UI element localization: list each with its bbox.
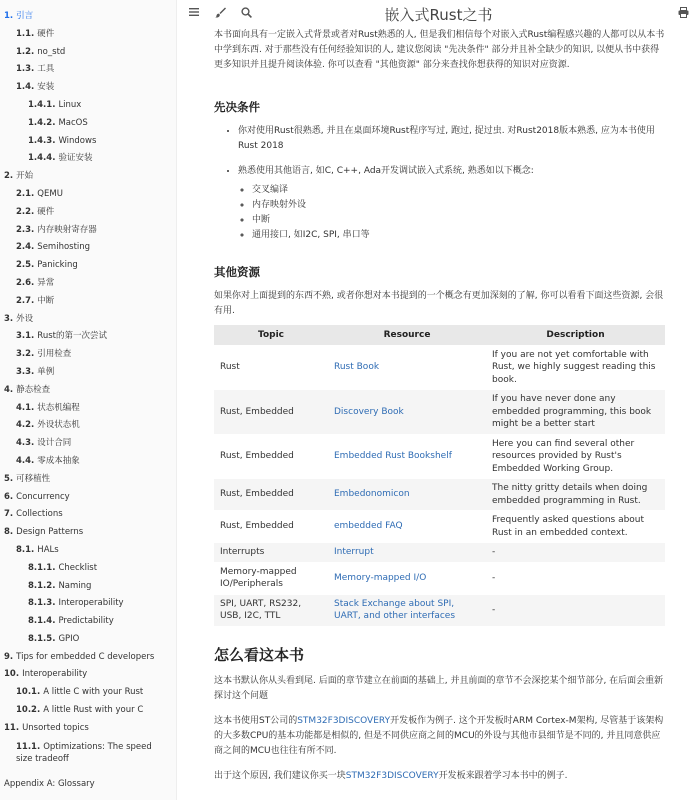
sidebar-item[interactable] <box>0 168 176 186</box>
sidebar-item[interactable] <box>0 44 176 62</box>
sidebar-item-label: Unsorted topics <box>22 722 89 733</box>
sidebar-item-label: Predictability <box>58 616 114 627</box>
sidebar-item-label: 外设 <box>16 313 34 324</box>
sidebar-item-label: 零成本抽象 <box>37 455 80 466</box>
sidebar-item[interactable] <box>0 257 176 275</box>
sidebar-item-label: Optimizations: The speed size tradeoff <box>16 741 152 764</box>
resource-link[interactable]: Interrupt <box>334 547 374 557</box>
main-content <box>214 28 666 792</box>
table-cell: Rust, Embedded <box>214 434 328 479</box>
table-cell <box>328 345 486 390</box>
sidebar-item-label: Windows <box>58 135 97 146</box>
sidebar-item[interactable] <box>0 776 176 794</box>
sidebar-item-number: 3.2. <box>16 349 35 360</box>
sidebar-item-number: 10.1. <box>16 687 41 698</box>
sidebar-item[interactable] <box>0 346 176 364</box>
sidebar-item-number: 11. <box>4 722 20 733</box>
table-cell: Rust, Embedded <box>214 511 328 543</box>
stm32-link[interactable]: STM32F3DISCOVERY <box>297 715 391 726</box>
sidebar-item[interactable] <box>0 26 176 44</box>
stm32-link[interactable]: STM32F3DISCOVERY <box>345 770 439 781</box>
table-cell <box>328 594 486 626</box>
sidebar-item-number: 3.3. <box>16 366 35 377</box>
prereq-heading: 先决条件 <box>214 100 260 114</box>
sidebar-item-label: Panicking <box>37 260 78 271</box>
prereq-item <box>238 164 666 243</box>
book-title: 嵌入式Rust之书 <box>384 6 493 24</box>
sidebar-item-label: 可移植性 <box>16 473 51 484</box>
sidebar-item-number: 8.1.4. <box>28 616 56 627</box>
how-to-read-paragraph: 这本书默认你从头看到尾. 后面的章节建立在前面的基础上, 并且前面的章节不会深挖某个细节部分, 在后面会重新探讨这个问题 <box>214 675 664 701</box>
sidebar-item-number: 4.3. <box>16 438 35 449</box>
sidebar-item-label: Interoperability <box>22 669 88 680</box>
resource-link[interactable]: Embedded Rust Bookshelf <box>334 451 452 461</box>
sidebar-item[interactable] <box>0 115 176 133</box>
sidebar-item-label: 开始 <box>16 171 34 182</box>
sidebar-item-label: Design Patterns <box>16 527 84 538</box>
sidebar-item-label: Collections <box>16 509 63 520</box>
prereq-item: • 你对使用Rust很熟悉, 并且在桌面环境Rust程序写过, 跑过, 捉过虫. 对Rust2018版本熟悉, 应为本书使用Rust 2018 <box>238 124 666 154</box>
sidebar-item[interactable] <box>0 560 176 578</box>
toc-spacer <box>0 768 176 776</box>
table-cell <box>328 543 486 563</box>
table-row <box>214 511 665 543</box>
table-row <box>214 594 665 626</box>
table-cell: Rust <box>214 345 328 390</box>
table-cell: Frequently asked questions about Rust in an embedded context. <box>486 511 665 543</box>
sidebar-item-number: 8.1.3. <box>28 598 56 609</box>
sidebar-item-number: 5. <box>4 473 14 484</box>
sidebar-item[interactable] <box>0 578 176 596</box>
sidebar-item-label: A little C with your Rust <box>43 687 144 698</box>
resources-table <box>214 325 665 626</box>
sidebar-item-number: 9. <box>4 651 14 662</box>
sidebar-item-number: 4.4. <box>16 455 35 466</box>
sidebar-item-number: 4.2. <box>16 420 35 431</box>
table-header-cell: Description <box>486 325 665 345</box>
text-span: 开发板来跟着学习本书中的例子. <box>438 770 568 781</box>
sidebar-item-number: 1. <box>4 11 14 21</box>
table-cell: - <box>486 562 665 594</box>
resource-link[interactable]: Stack Exchange about SPI, UART, and other interfaces <box>334 598 456 621</box>
sidebar-item[interactable] <box>0 8 176 26</box>
sidebar-item[interactable] <box>0 97 176 115</box>
sidebar-item[interactable] <box>0 79 176 97</box>
table-cell: Memory-mapped IO/Peripherals <box>214 562 328 594</box>
table-row <box>214 543 665 563</box>
sidebar-item-label: MacOS <box>58 117 88 128</box>
sidebar-item[interactable] <box>0 435 176 453</box>
sidebar-item-number: 8. <box>4 527 14 538</box>
sidebar-item[interactable] <box>0 613 176 631</box>
sidebar-item[interactable] <box>0 417 176 435</box>
sidebar-item-number: 10.2. <box>16 705 41 716</box>
table-row <box>214 345 665 390</box>
table-cell <box>328 562 486 594</box>
sidebar-item-number: 2.7. <box>16 295 35 306</box>
sidebar-item-label: Interoperability <box>58 598 124 609</box>
sidebar-item-number: 2. <box>4 171 14 182</box>
how-to-read-heading: 怎么看这本书 <box>214 645 305 664</box>
sidebar-item-number: 3.1. <box>16 331 35 342</box>
sidebar-item-label: 异常 <box>37 277 55 288</box>
sidebar-item-number: 1.4.4. <box>28 153 56 164</box>
sidebar-item[interactable] <box>0 150 176 168</box>
prereq-list <box>214 124 666 243</box>
table-header-cell: Resource <box>328 325 486 345</box>
text-span: 出于这个原因, 我们建议你买一块 <box>214 770 346 781</box>
sidebar-item[interactable] <box>0 275 176 293</box>
sidebar-item-label: 安装 <box>37 82 55 93</box>
table-cell: SPI, UART, RS232, USB, I2C, TTL <box>214 594 328 626</box>
sidebar-item-label: Semihosting <box>37 242 91 253</box>
sidebar-item[interactable] <box>0 453 176 471</box>
sidebar-item-label: Tips for embedded C developers <box>16 651 155 662</box>
print-icon[interactable] <box>676 7 690 21</box>
sidebar-item[interactable] <box>0 684 176 702</box>
sidebar-item[interactable] <box>0 506 176 524</box>
sidebar-item-number: 2.4. <box>16 242 35 253</box>
sidebar-item-label: 外设状态机 <box>37 420 80 431</box>
sidebar-item[interactable] <box>0 702 176 720</box>
sidebar-item[interactable] <box>0 720 176 738</box>
sidebar-toc <box>0 0 177 800</box>
sidebar-item[interactable] <box>0 471 176 489</box>
sidebar-item-label: A little Rust with your C <box>43 705 144 716</box>
sidebar-item-number: 8.1.2. <box>28 580 56 591</box>
sidebar-item-label: 中断 <box>37 295 55 306</box>
table-header-cell: Topic <box>214 325 328 345</box>
sidebar-item-label: Appendix A: Glossary <box>4 778 95 789</box>
sidebar-item-label: 硬件 <box>37 206 55 217</box>
resource-link[interactable]: Embedonomicon <box>334 489 410 500</box>
sidebar-item-number: 8.1. <box>16 544 35 555</box>
sidebar-item-number: 1.4. <box>16 82 35 93</box>
prereq-item-text: 熟悉使用其他语言, 如C, C++, Ada开发调试嵌入式系统, 熟悉如以下概念: <box>238 166 534 176</box>
sidebar-item-number: 2.3. <box>16 224 35 235</box>
sidebar-item[interactable] <box>0 400 176 418</box>
other-resources-heading: 其他资源 <box>214 265 260 279</box>
table-cell: If you have never done any embedded programming, this book might be a better start <box>486 390 665 435</box>
sidebar-item[interactable] <box>0 311 176 329</box>
table-cell: The nitty gritty details when doing embedded programming in Rust. <box>486 479 665 511</box>
table-cell <box>328 434 486 479</box>
table-cell <box>328 479 486 511</box>
sidebar-item-number: 2.1. <box>16 188 35 199</box>
sidebar-item-number: 4. <box>4 384 14 395</box>
sidebar-item-number: 1.1. <box>16 28 35 39</box>
table-cell: Interrupts <box>214 543 328 563</box>
table-cell <box>328 511 486 543</box>
table-row <box>214 434 665 479</box>
table-row <box>214 562 665 594</box>
sidebar-item-number: 1.4.1. <box>28 99 56 110</box>
sidebar-item-number: 6. <box>4 491 14 502</box>
table-cell: - <box>486 594 665 626</box>
sidebar-item-label: QEMU <box>37 188 63 199</box>
sidebar-item-number: 1.4.3. <box>28 135 56 146</box>
concept-item: ◦ 中断 <box>252 213 666 228</box>
table-row <box>214 390 665 435</box>
sidebar-item[interactable] <box>0 524 176 542</box>
sidebar-item-number: 2.2. <box>16 206 35 217</box>
sidebar-item-number: 8.1.5. <box>28 633 56 644</box>
sidebar-item-number: 2.6. <box>16 277 35 288</box>
sidebar-item-label: Concurrency <box>16 491 70 502</box>
sidebar-item-label: GPIO <box>58 633 80 644</box>
sidebar-item[interactable] <box>0 328 176 346</box>
intro-paragraph: 本书面向具有一定嵌入式背景或者对Rust熟悉的人, 但是我们相信每个对嵌入式Rust编程感兴趣的人都可以从本书中学到东西. 对于那些没有任何经验知识的人, 建议您阅读 "先决条件" 部分并且补全缺少的知识, 以便从书中获得更多知识并且提升阅读体验. 你可以查看 "其他资源" 部分来查找你想获得的知识对应资源. <box>214 30 665 70</box>
menu-bar <box>177 0 700 30</box>
table-cell: If you are not yet comfortable with Rust, we highly suggest reading this book. <box>486 345 665 390</box>
sidebar-item-label: 静态检查 <box>16 384 51 395</box>
resource-link[interactable]: embedded FAQ <box>334 521 403 532</box>
sidebar-item[interactable] <box>0 61 176 79</box>
sidebar-item[interactable] <box>0 186 176 204</box>
sidebar-item-label: Linux <box>58 99 82 110</box>
sidebar-item-number: 4.1. <box>16 402 35 413</box>
board-paragraph <box>214 714 666 759</box>
table-header-row <box>214 325 665 345</box>
sidebar-item-label: Naming <box>58 580 92 591</box>
sidebar-item-number: 1.3. <box>16 64 35 75</box>
sidebar-item[interactable] <box>0 595 176 613</box>
table-cell <box>328 390 486 435</box>
sidebar-item[interactable] <box>0 489 176 507</box>
sidebar-item-label: 工具 <box>37 64 55 75</box>
sidebar-item[interactable] <box>0 738 176 768</box>
text-span: 开发板作为例子. 这个开发板时ARM Cortex-M架构, 尽管基于该架构的大多数CPU的基本功能都是相似的, 但是不同供应商之间的MCU的外设与其他市县细节是不同的, 并且同意供应商之间的MCU也往往有所不同. <box>214 715 664 756</box>
sidebar-item[interactable] <box>0 631 176 649</box>
concept-item: ◦ 内存映射外设 <box>252 198 666 213</box>
table-cell: Rust, Embedded <box>214 390 328 435</box>
sidebar-item-label: 硬件 <box>37 28 55 39</box>
concept-item: ◦ 交叉编译 <box>252 183 666 198</box>
table-cell: Here you can find several other resources provided by Rust's Embedded Working Group. <box>486 434 665 479</box>
sidebar-item-label: no_std <box>37 46 66 57</box>
sidebar-item[interactable] <box>0 666 176 684</box>
concept-item: ◦ 通用接口, 如I2C, SPI, 串口等 <box>252 228 666 243</box>
sidebar-item-number: 10. <box>4 669 20 680</box>
sidebar-item-number: 3. <box>4 313 14 324</box>
sidebar-item[interactable] <box>0 239 176 257</box>
buy-board-paragraph <box>214 769 666 784</box>
other-resources-paragraph: 如果你对上面提到的东西不熟, 或者你想对本书提到的一个概念有更加深刻的了解, 你可以看看下面这些资源, 会很有用. <box>214 291 664 316</box>
sidebar-item[interactable] <box>0 542 176 560</box>
sidebar-item[interactable] <box>0 364 176 382</box>
sidebar-item-number: 7. <box>4 509 14 520</box>
sidebar-item-label: 引用检查 <box>37 349 72 360</box>
sidebar-item-label: Rust的第一次尝试 <box>37 331 107 342</box>
resource-link[interactable]: Rust Book <box>334 362 380 372</box>
concept-list <box>238 183 666 243</box>
sidebar-item[interactable] <box>0 293 176 311</box>
sidebar-item-label: 单例 <box>37 366 55 377</box>
sidebar-item-label: 内存映射寄存器 <box>37 224 97 235</box>
sidebar-item-number: 1.2. <box>16 46 35 57</box>
resource-link[interactable]: Memory-mapped I/O <box>334 572 427 583</box>
sidebar-item-number: 1.4.2. <box>28 117 56 128</box>
sidebar-item-label: 引言 <box>16 11 34 21</box>
sidebar-item[interactable] <box>0 382 176 400</box>
text-span: 这本书使用ST公司的 <box>214 715 298 726</box>
sidebar-item-label: Checklist <box>58 562 98 573</box>
sidebar-item-label: 验证安装 <box>58 153 93 164</box>
sidebar-item-label: HALs <box>37 544 59 555</box>
sidebar-item-label: 设计合同 <box>37 438 72 449</box>
table-cell: - <box>486 543 665 563</box>
sidebar-item-number: 8.1.1. <box>28 562 56 573</box>
sidebar-item[interactable] <box>0 204 176 222</box>
sidebar-item[interactable] <box>0 133 176 151</box>
sidebar-item[interactable] <box>0 649 176 667</box>
sidebar-item-number: 11.1. <box>16 741 41 752</box>
sidebar-item[interactable] <box>0 222 176 240</box>
resource-link[interactable]: Discovery Book <box>334 406 404 417</box>
table-row <box>214 479 665 511</box>
sidebar-item-label: 状态机编程 <box>37 402 80 413</box>
table-cell: Rust, Embedded <box>214 479 328 511</box>
sidebar-item-number: 2.5. <box>16 260 35 271</box>
